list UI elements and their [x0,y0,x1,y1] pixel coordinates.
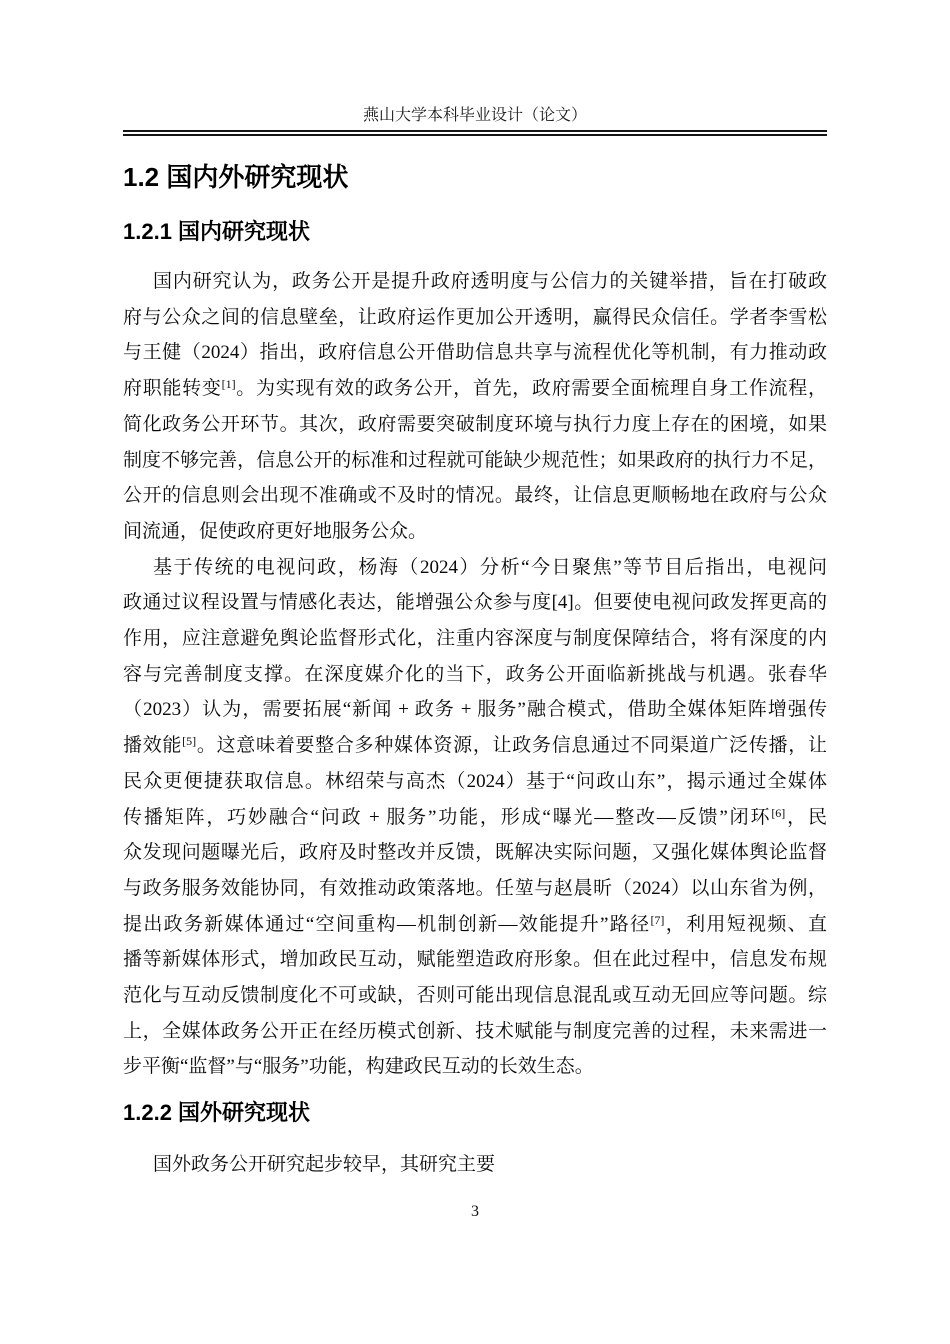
text-line [123,1049,827,1085]
section-heading: 1.2 国内外研究现状 [123,162,349,192]
page-number: 3 [471,1202,479,1220]
paragraph [123,1147,827,1183]
citation-superscript: [1] [221,377,236,392]
text-line [123,407,827,443]
page-header-title: 燕山大学本科毕业设计（论文） [362,107,587,124]
text-line [123,657,827,693]
text-run: 国外政务公开研究起步较早，其研究主要 [153,1154,496,1176]
text-run: 与政务服务效能协同，有效推动政策落地。任堃与赵晨昕（2024）以山东省为例， [123,877,827,899]
citation-superscript: [5] [182,734,197,749]
text-run: 政通过议程设置与情感化表达，能增强公众参与度[4]。但要使电视问政发挥更高的 [123,592,827,614]
text-run: 上，全媒体政务公开正在经历模式创新、技术赋能与制度完善的过程，未来需进一 [123,1020,827,1042]
text-run: 府职能转变 [123,378,222,400]
citation-superscript: [6] [771,805,786,820]
text-line [123,800,827,836]
text-line [123,514,827,550]
text-run: 与王健（2024）指出，政府信息公开借助信息共享与流程优化等机制，有力推动政 [123,342,827,364]
text-line [123,621,827,657]
text-run: 传播矩阵，巧妙融合“问政 + 服务”功能，形成“曝光—整改—反馈”闭环 [123,806,772,828]
text-run: 容与完善制度支撑。在深度媒介化的当下，政务公开面临新挑战与机遇。张春华 [123,663,827,685]
text-run: 步平衡“监督”与“服务”功能，构建政民互动的长效生态。 [123,1056,594,1078]
text-run: 作用，应注意避免舆论监督形式化，注重内容深度与制度保障结合，将有深度的内 [123,628,827,650]
text-line [123,1014,827,1050]
text-line [123,978,827,1014]
text-run: 制度不够完善，信息公开的标准和过程就可能缺少规范性；如果政府的执行力不足， [123,449,827,471]
text-run: 。这意味着要整合多种媒体资源，让政务信息通过不同渠道广泛传播，让 [196,735,827,757]
text-run: 众发现问题曝光后，政府及时整改并反馈，既解决实际问题，又强化媒体舆论监督 [123,842,827,864]
text-run: 民众更便捷获取信息。林绍荣与高杰（2024）基于“问政山东”，揭示通过全媒体 [123,770,827,792]
text-line [123,478,827,514]
paragraph [123,264,827,550]
document-body [123,161,827,1183]
text-line [123,585,827,621]
text-run: 播等新媒体形式，增加政民互动，赋能塑造政府形象。但在此过程中，信息发布规 [123,949,827,971]
text-line [123,300,827,336]
text-run: 间流通，促使政府更好地服务公众。 [123,520,428,542]
text-line [123,871,827,907]
text-line [123,764,827,800]
text-line [123,550,827,586]
header-double-rule [123,130,827,136]
text-run: 播效能 [123,735,183,757]
text-run: 提出政务新媒体通过“空间重构—机制创新—效能提升”路径 [123,913,651,935]
text-line [123,907,827,943]
text-line [123,942,827,978]
text-run: 公开的信息则会出现不准确或不及时的情况。最终，让信息更顺畅地在政府与公众 [123,485,827,507]
text-run: （2023）认为，需要拓展“新闻 + 政务 + 服务”融合模式，借助全媒体矩阵增强传 [123,699,827,721]
text-line [123,692,827,728]
text-run: 。为实现有效的政务公开，首先，政府需要全面梳理自身工作流程， [235,378,827,400]
text-run: 简化政务公开环节。其次，政府需要突破制度环境与执行力度上存在的困境，如果 [123,413,827,435]
citation-superscript: [7] [650,912,665,927]
text-line [123,264,827,300]
text-line [123,835,827,871]
text-run: 范化与互动反馈制度化不可或缺，否则可能出现信息混乱或互动无回应等问题。综 [123,985,827,1007]
text-run: 府与公众之间的信息壁垒，让政府运作更加公开透明，赢得民众信任。学者李雪松 [123,306,827,328]
text-line [123,371,827,407]
text-run: ，民 [785,806,827,828]
section-heading: 1.2.2 国外研究现状 [123,1100,311,1126]
text-run: 国内研究认为，政务公开是提升政府透明度与公信力的关键举措，旨在打破政 [153,271,827,292]
section-heading: 1.2.1 国内研究现状 [123,219,311,244]
text-line [123,1147,827,1183]
text-line [123,443,827,479]
text-run: 基于传统的电视问政，杨海（2024）分析“今日聚焦”等节目后指出，电视问 [153,556,827,578]
paragraph [123,550,827,1086]
text-line [123,728,827,764]
text-line [123,335,827,371]
text-run: ，利用短视频、直 [664,913,827,935]
